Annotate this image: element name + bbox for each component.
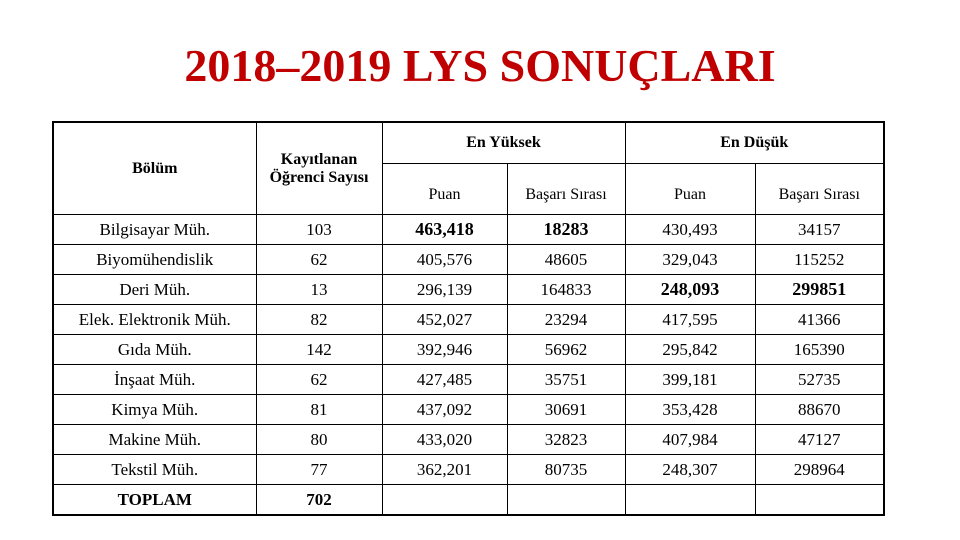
- max-puan-cell: 296,139: [382, 275, 507, 305]
- max-sira-cell: 18283: [507, 215, 625, 245]
- min-sira-cell: 52735: [755, 365, 884, 395]
- header-max-basari: Başarı Sırası: [507, 164, 625, 215]
- max-sira-cell: 80735: [507, 455, 625, 485]
- max-sira-cell: 56962: [507, 335, 625, 365]
- empty-cell: [507, 485, 625, 516]
- max-sira-cell: 30691: [507, 395, 625, 425]
- count-cell: 13: [256, 275, 382, 305]
- count-cell: 62: [256, 245, 382, 275]
- max-puan-cell: 427,485: [382, 365, 507, 395]
- header-kayit: Kayıtlanan Öğrenci Sayısı: [256, 122, 382, 215]
- table-row: [53, 455, 884, 485]
- min-puan-cell: 399,181: [625, 365, 755, 395]
- count-cell: 82: [256, 305, 382, 335]
- total-count: 702: [256, 485, 382, 516]
- count-cell: 77: [256, 455, 382, 485]
- dept-cell: Kimya Müh.: [53, 395, 256, 425]
- table-row: [53, 305, 884, 335]
- dept-cell: İnşaat Müh.: [53, 365, 256, 395]
- max-sira-cell: 164833: [507, 275, 625, 305]
- min-sira-cell: 298964: [755, 455, 884, 485]
- count-cell: 81: [256, 395, 382, 425]
- min-sira-cell: 47127: [755, 425, 884, 455]
- min-sira-cell: 34157: [755, 215, 884, 245]
- empty-cell: [382, 485, 507, 516]
- header-bolum: Bölüm: [53, 122, 256, 215]
- max-puan-cell: 433,020: [382, 425, 507, 455]
- dept-cell: Deri Müh.: [53, 275, 256, 305]
- min-puan-cell: 417,595: [625, 305, 755, 335]
- total-row: [53, 485, 884, 516]
- count-cell: 142: [256, 335, 382, 365]
- dept-cell: Makine Müh.: [53, 425, 256, 455]
- table-row: [53, 425, 884, 455]
- max-sira-cell: 23294: [507, 305, 625, 335]
- max-puan-cell: 452,027: [382, 305, 507, 335]
- max-puan-cell: 392,946: [382, 335, 507, 365]
- page-title: 2018–2019 LYS SONUÇLARI: [184, 40, 776, 91]
- max-puan-cell: 437,092: [382, 395, 507, 425]
- max-puan-cell: 463,418: [382, 215, 507, 245]
- empty-cell: [755, 485, 884, 516]
- min-puan-cell: 248,307: [625, 455, 755, 485]
- empty-cell: [625, 485, 755, 516]
- header-en-yuksek: En Yüksek: [382, 122, 625, 164]
- header-min-basari: Başarı Sırası: [755, 164, 884, 215]
- max-puan-cell: 405,576: [382, 245, 507, 275]
- results-table: [52, 121, 885, 516]
- min-puan-cell: 407,984: [625, 425, 755, 455]
- max-sira-cell: 48605: [507, 245, 625, 275]
- table-row: [53, 245, 884, 275]
- min-sira-cell: 41366: [755, 305, 884, 335]
- dept-cell: Tekstil Müh.: [53, 455, 256, 485]
- dept-cell: Biyomühendislik: [53, 245, 256, 275]
- min-sira-cell: 165390: [755, 335, 884, 365]
- min-sira-cell: 115252: [755, 245, 884, 275]
- table-row: [53, 395, 884, 425]
- dept-cell: Elek. Elektronik Müh.: [53, 305, 256, 335]
- total-label: TOPLAM: [53, 485, 256, 516]
- max-sira-cell: 35751: [507, 365, 625, 395]
- header-en-dusuk: En Düşük: [625, 122, 884, 164]
- count-cell: 62: [256, 365, 382, 395]
- header-min-puan: Puan: [625, 164, 755, 215]
- header-max-puan: Puan: [382, 164, 507, 215]
- count-cell: 80: [256, 425, 382, 455]
- min-puan-cell: 430,493: [625, 215, 755, 245]
- table-row: [53, 335, 884, 365]
- max-puan-cell: 362,201: [382, 455, 507, 485]
- table-row: [53, 275, 884, 305]
- max-sira-cell: 32823: [507, 425, 625, 455]
- min-sira-cell: 88670: [755, 395, 884, 425]
- count-cell: 103: [256, 215, 382, 245]
- table-row: [53, 215, 884, 245]
- table-row: [53, 365, 884, 395]
- min-sira-cell: 299851: [755, 275, 884, 305]
- min-puan-cell: 353,428: [625, 395, 755, 425]
- min-puan-cell: 248,093: [625, 275, 755, 305]
- min-puan-cell: 329,043: [625, 245, 755, 275]
- dept-cell: Bilgisayar Müh.: [53, 215, 256, 245]
- dept-cell: Gıda Müh.: [53, 335, 256, 365]
- min-puan-cell: 295,842: [625, 335, 755, 365]
